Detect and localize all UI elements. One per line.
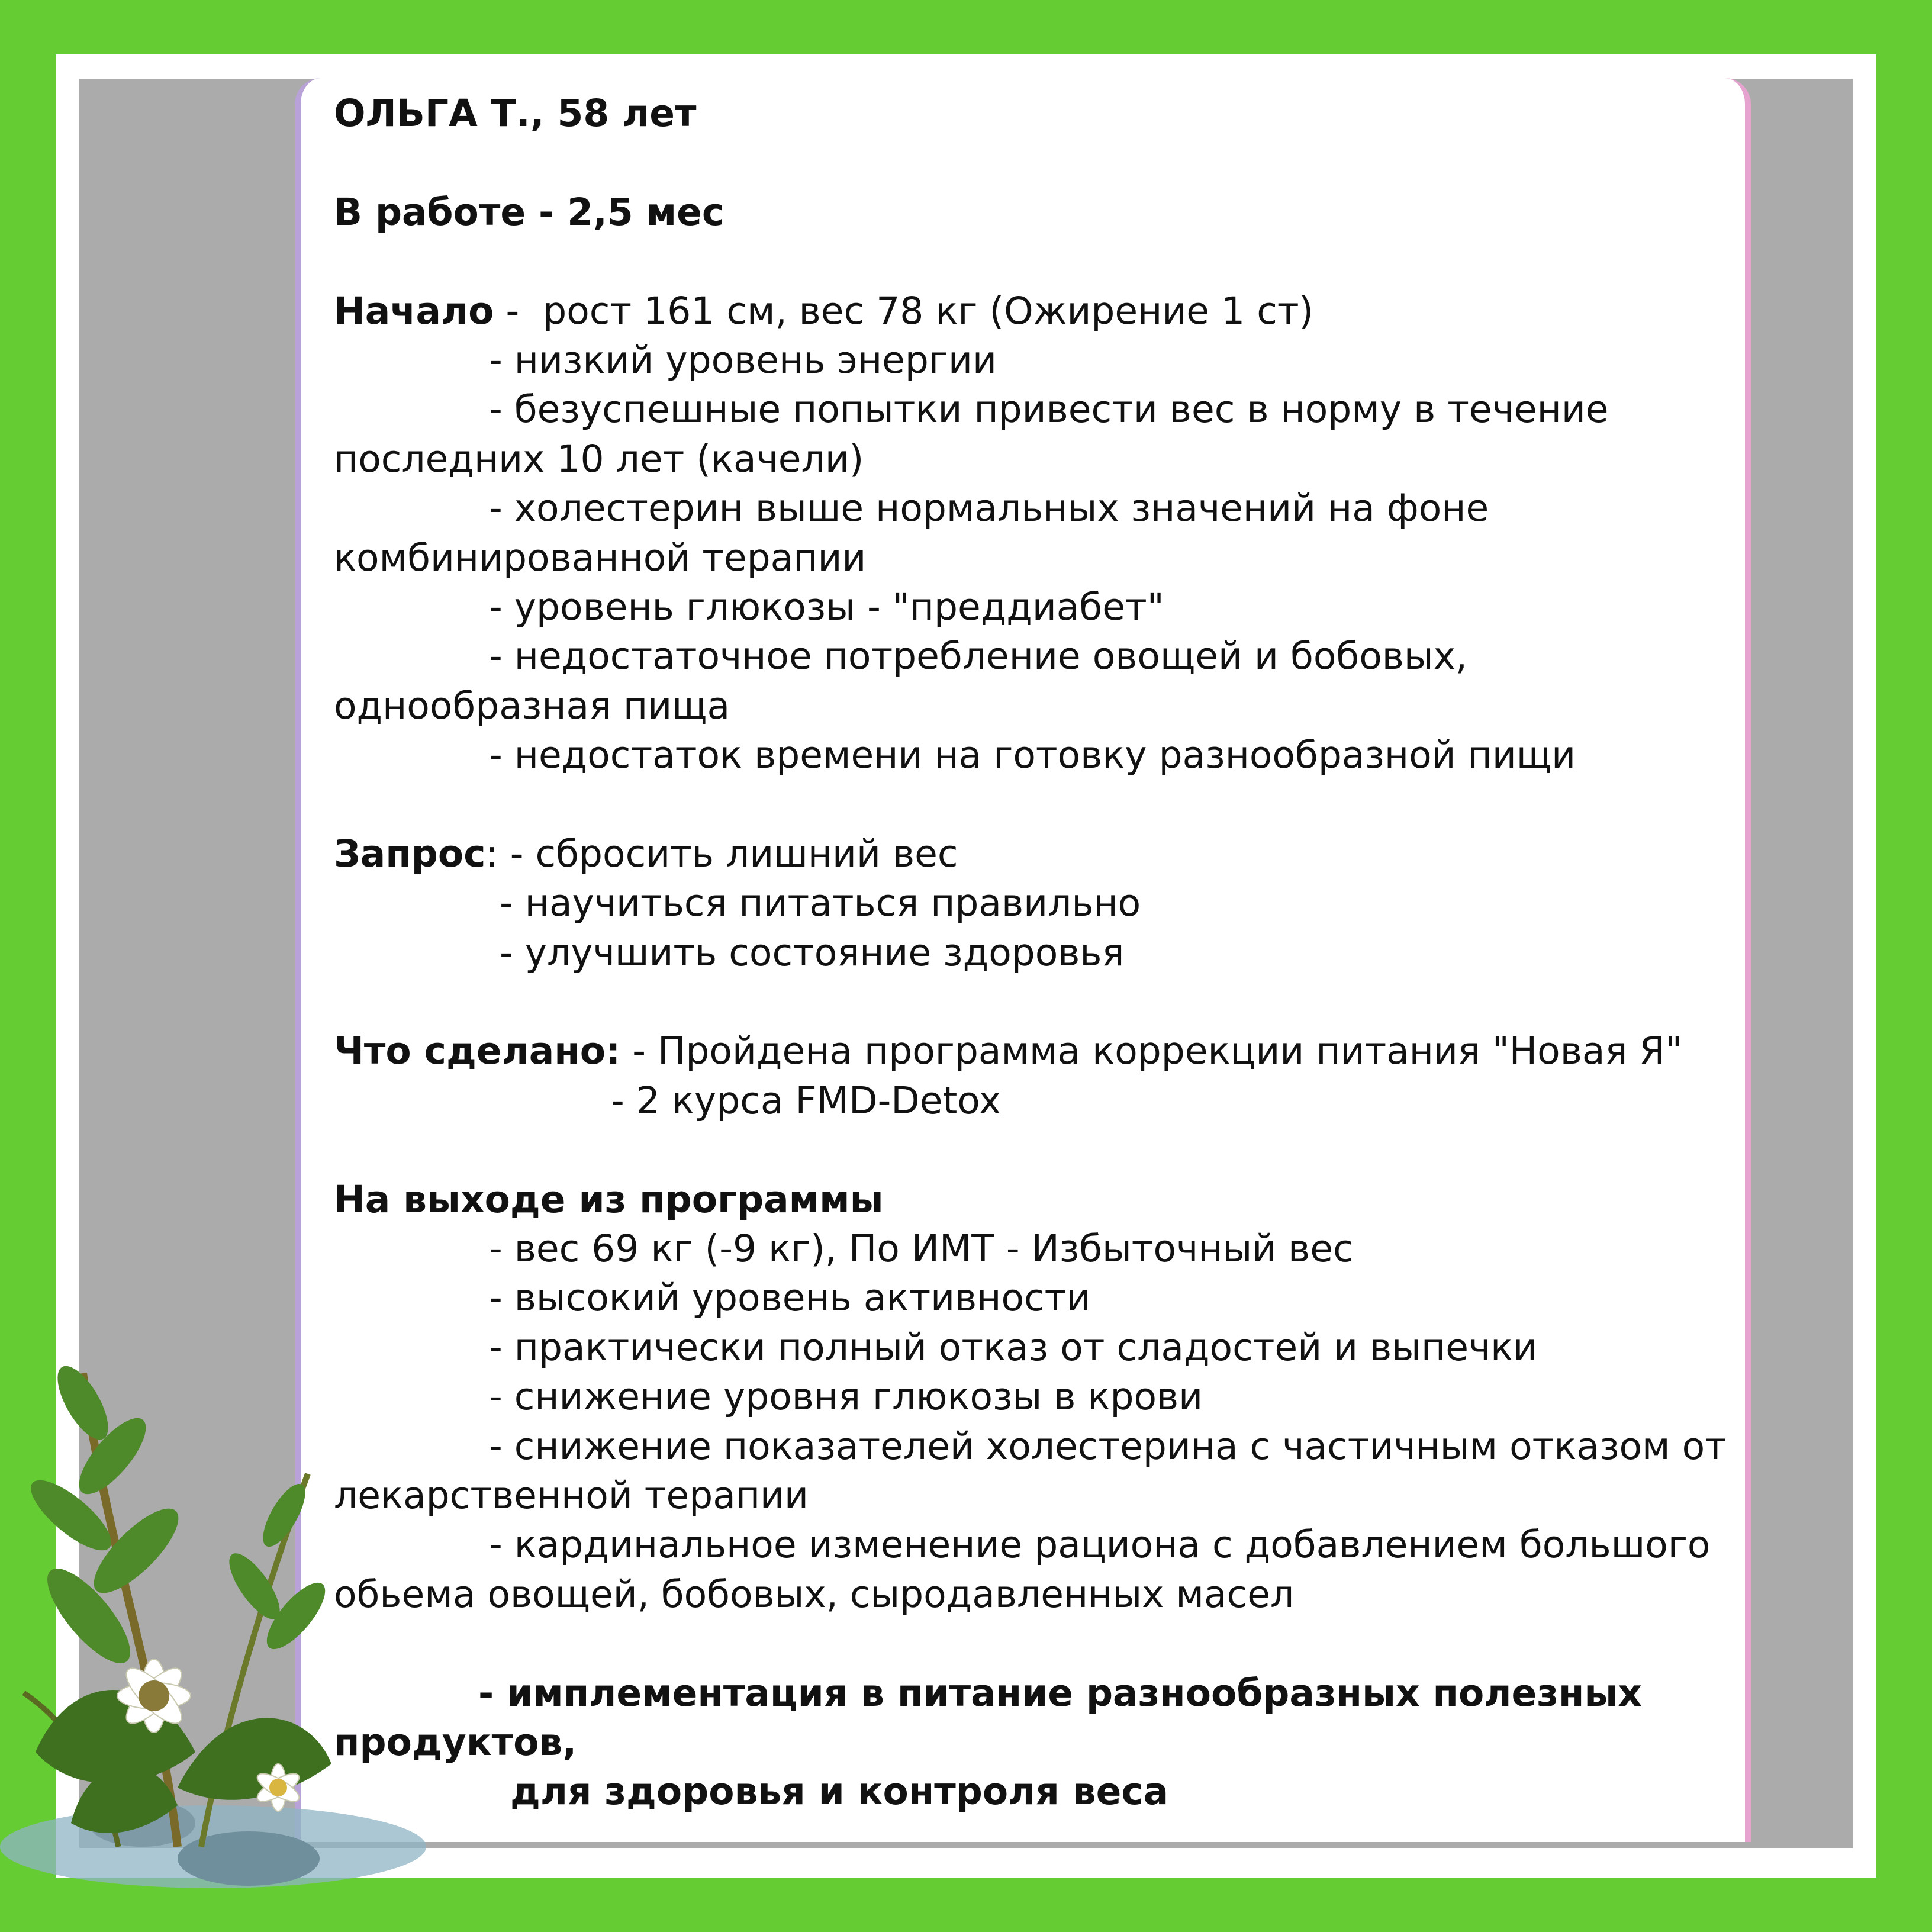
result-bold-item-continued: для здоровья и контроля веса: [510, 1770, 1169, 1814]
case-text: [334, 89, 1731, 1817]
done-item: - 2 курса FMD-Detox: [611, 1078, 1002, 1122]
result-item: - практически полный отказ от сладостей и выпечки: [489, 1325, 1538, 1369]
start-item-continued: однообразная пища: [334, 684, 730, 727]
done-heading-line: Что сделано: - Пройдена программа коррекции питания "Новая Я": [334, 1029, 1683, 1073]
result-item: - кардинальное изменение рациона с добавлением большого: [489, 1523, 1711, 1567]
request-item: - научиться питаться правильно: [500, 881, 1141, 925]
result-item: - высокий уровень активности: [489, 1276, 1091, 1320]
start-item: - уровень глюкозы - "преддиабет": [489, 585, 1164, 629]
start-label: Начало: [334, 289, 494, 333]
client-name-line: ОЛЬГА Т., 58 лет: [334, 92, 697, 135]
start-item: - безуспешные попытки привести вес в норму в течение: [489, 388, 1609, 432]
start-item: - недостаточное потребление овощей и бобовых,: [489, 635, 1467, 678]
result-item: - вес 69 кг (-9 кг), По ИМТ - Избыточный вес: [489, 1226, 1354, 1270]
result-heading-line: [334, 1175, 1731, 1224]
result-item-continued: обьема овощей, бобовых, сыродавленных масел: [334, 1572, 1295, 1616]
result-bold-item-continued: продуктов,: [334, 1720, 577, 1764]
result-item: - снижение уровня глюкозы в крови: [489, 1375, 1203, 1419]
start-item: - холестерин выше нормальных значений на фоне: [489, 487, 1489, 530]
request-item: - улучшить состояние здоровья: [500, 930, 1125, 974]
start-heading-line: Начало - рост 161 см, вес 78 кг (Ожирение 1 ст): [334, 289, 1314, 333]
start-item-continued: комбинированной терапии: [334, 536, 867, 579]
plant-decoration-icon: [0, 1338, 485, 1932]
result-item-continued: лекарственной терапии: [334, 1473, 809, 1517]
done-label: Что сделано:: [334, 1029, 621, 1073]
duration-line: В работе - 2,5 мес: [334, 190, 724, 234]
start-item: - недостаток времени на готовку разнообразной пищи: [489, 733, 1576, 777]
result-label: На выходе из программы: [334, 1177, 884, 1221]
result-item: - снижение показателей холестерина с частичным отказом от: [489, 1424, 1727, 1468]
start-item-continued: последних 10 лет (качели): [334, 437, 864, 481]
request-heading-line: Запрос: - сбросить лишний вес: [334, 832, 958, 875]
result-bold-item: - имплементация в питание разнообразных полезных: [478, 1671, 1642, 1715]
request-label: Запрос: [334, 832, 486, 875]
start-item: - низкий уровень энергии: [489, 338, 997, 382]
